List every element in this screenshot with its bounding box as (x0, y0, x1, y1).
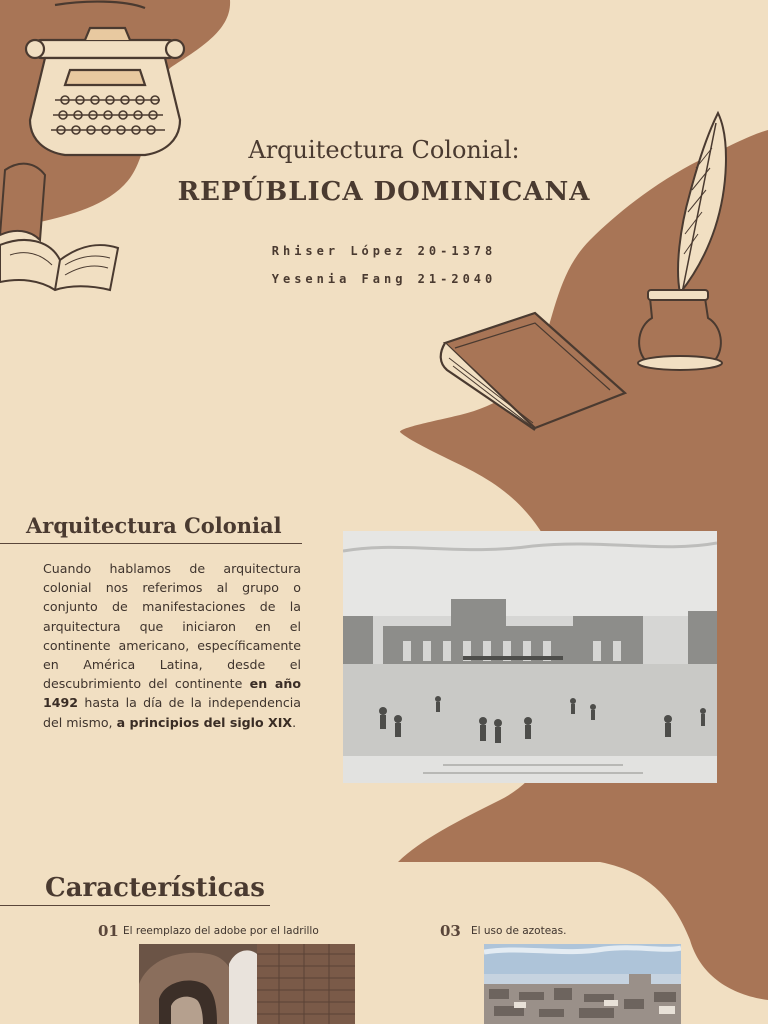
paragraph-text: Cuando hablamos de arquitectura colonial nos referimos al grupo o conjunto de manifestaciones de la arquitectura que iniciaron en el continente americano, específicamente en América Latina, desde el descubrimiento del continente (43, 561, 301, 692)
paragraph-highlight-century: a principios del siglo XIX (116, 714, 293, 730)
paragraph-highlight-year: en año 1492 (43, 676, 301, 711)
section-divider (0, 543, 302, 544)
cover-subtitle: REPÚBLICA DOMINICANA (177, 177, 591, 207)
rooftops-photo (484, 944, 681, 1024)
feature-number: 01 (98, 922, 119, 940)
brick-arches-photo (139, 944, 355, 1024)
paragraph-text: . (292, 714, 297, 730)
feature-number: 03 (440, 922, 461, 940)
intro-paragraph (43, 559, 301, 732)
cover-title: Arquitectura Colonial: (248, 136, 520, 164)
features-heading: Características (45, 873, 265, 903)
features-divider (0, 905, 270, 906)
feature-text: El reemplazo del adobe por el ladrillo (123, 925, 319, 937)
paragraph-text: hasta la día de la independencia del mismo, (43, 695, 301, 730)
colonial-plaza-engraving (343, 531, 717, 783)
author-line: Rhiser López 20-1378 (271, 244, 497, 258)
closed-book-icon (435, 308, 630, 433)
section-heading: Arquitectura Colonial (26, 513, 282, 538)
feature-text: El uso de azoteas. (471, 925, 567, 937)
author-line: Yesenia Fang 21-2040 (271, 272, 497, 286)
